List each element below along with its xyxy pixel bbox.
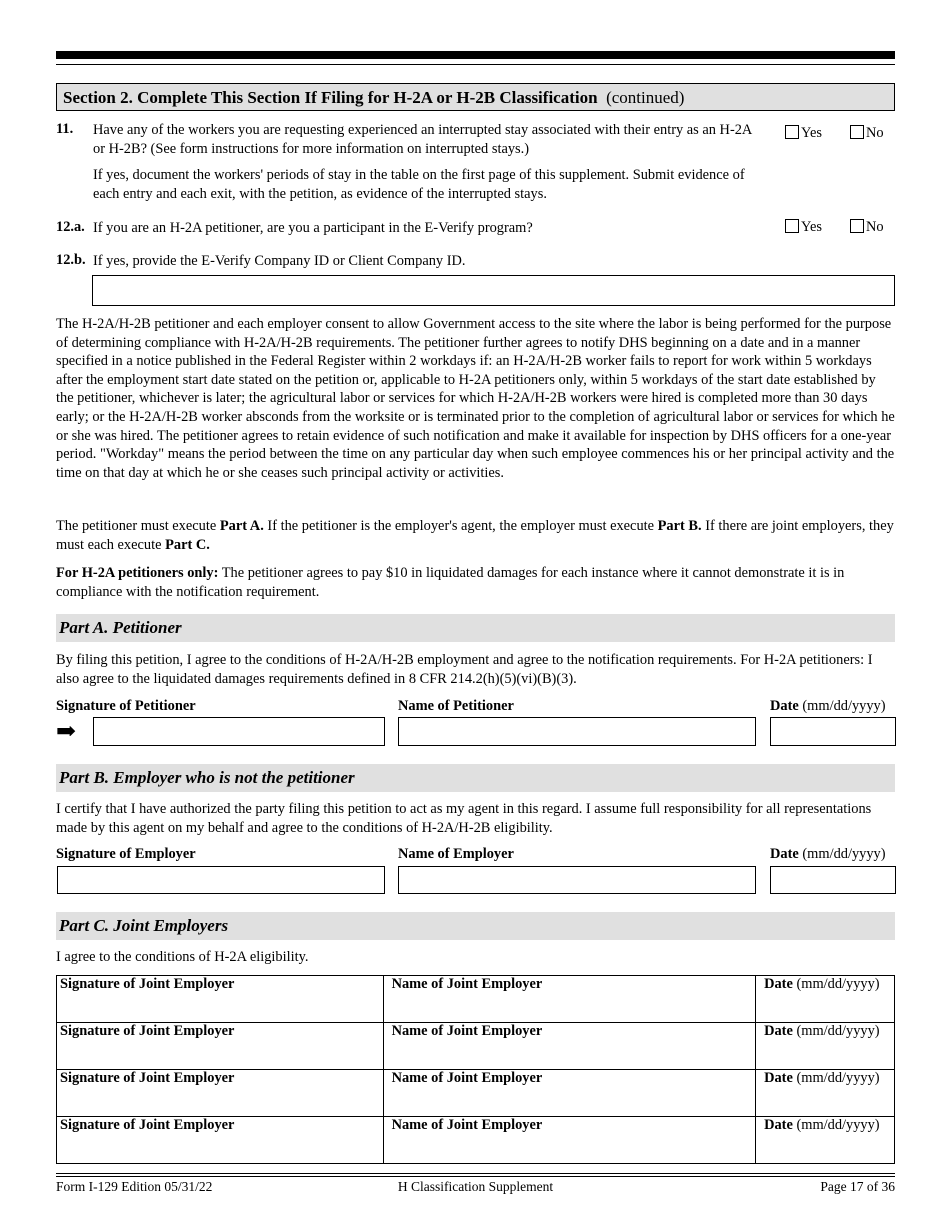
joint-employer-signature-cell[interactable] (57, 1070, 384, 1117)
part-c-text: I agree to the conditions of H-2A eligibility. (56, 949, 309, 965)
employer-date-label (770, 846, 886, 863)
joint-employers-table (56, 975, 895, 1164)
petitioner-date-label (770, 698, 886, 715)
employer-name-input[interactable] (398, 866, 756, 894)
joint-employer-date-cell[interactable] (756, 976, 895, 1023)
q11-yes-option[interactable] (785, 125, 822, 142)
table-row (57, 1070, 895, 1117)
joint-date-label: Date (764, 976, 793, 992)
arrow-right-icon: ➡ (56, 719, 77, 745)
petitioner-date-word: Date (770, 698, 799, 714)
top-rule-thin (56, 64, 895, 65)
execute-text-2: If the petitioner is the employer's agent, the employer must execute (263, 518, 658, 534)
q12a-no-label: No (866, 219, 884, 235)
execute-part-c: Part C. (165, 536, 210, 553)
q11-no-checkbox[interactable] (850, 125, 864, 139)
petitioner-signature-label: Signature of Petitioner (56, 698, 196, 714)
joint-date-label: Date (764, 1117, 793, 1133)
joint-employer-date-cell[interactable] (756, 1070, 895, 1117)
h2a-bold: For H-2A petitioners only: (56, 565, 219, 581)
joint-employer-name-cell[interactable] (383, 976, 756, 1023)
part-b-header: Part B. Employer who is not the petitioner (56, 764, 895, 792)
execute-text-3: If there are joint employers, they must each execute (56, 518, 894, 553)
execute-text-1: The petitioner must execute (56, 518, 220, 534)
table-row (57, 976, 895, 1023)
top-rule-thick (56, 51, 895, 59)
q12a-yes-label: Yes (801, 219, 822, 235)
joint-name-label: Name of Joint Employer (391, 1023, 543, 1039)
part-b-text: I certify that I have authorized the party filing this petition to act as my agent in this regard. I assume full responsibility for all representations made by this agent on my behalf and agree to the conditions of H-2A/H-2B eligibility. (56, 801, 872, 836)
q12b-number: 12.b. (56, 252, 86, 268)
joint-employer-signature-cell[interactable] (57, 1023, 384, 1070)
employer-date-input[interactable] (770, 866, 896, 894)
execute-part-b: Part B. (657, 518, 702, 534)
q11-no-label: No (866, 125, 884, 141)
joint-signature-label: Signature of Joint Employer (60, 1070, 235, 1086)
joint-employer-date-cell[interactable] (756, 1117, 895, 1164)
q11-followup: If yes, document the workers' periods of stay in the table on the first page of this supplement. Submit evidence of each entry and each exit, with the petition, as evidence of the interrupted stays. (93, 167, 745, 202)
joint-signature-label: Signature of Joint Employer (60, 1117, 235, 1133)
q11-yes-label: Yes (801, 125, 822, 141)
employer-date-word: Date (770, 846, 799, 862)
joint-employer-name-cell[interactable] (383, 1023, 756, 1070)
q12a-yes-checkbox[interactable] (785, 219, 799, 233)
q11-no-option[interactable] (850, 125, 884, 142)
q12a-no-checkbox[interactable] (850, 219, 864, 233)
everify-id-input[interactable] (92, 275, 895, 306)
joint-date-format: (mm/dd/yyyy) (796, 1070, 880, 1086)
section-header (56, 83, 895, 111)
footer-title: H Classification Supplement (397, 1179, 554, 1194)
joint-name-label: Name of Joint Employer (391, 1070, 543, 1086)
joint-employer-signature-cell[interactable] (57, 1117, 384, 1164)
joint-date-format: (mm/dd/yyyy) (796, 1117, 880, 1133)
part-a-header: Part A. Petitioner (56, 614, 895, 642)
joint-signature-label: Signature of Joint Employer (60, 1023, 235, 1039)
joint-date-label: Date (764, 1070, 793, 1086)
part-a-text: By filing this petition, I agree to the conditions of H-2A/H-2B employment and agree to the notification requirements. For H-2A petitioners: I also agree to the liquidated damages requirements defined in 8 CFR 214.2(h)(5)(vi)(B)(3). (56, 652, 873, 687)
joint-employer-name-cell[interactable] (383, 1070, 756, 1117)
footer-form-edition: Form I-129 Edition 05/31/22 (56, 1179, 213, 1194)
petitioner-date-format: (mm/dd/yyyy) (802, 698, 886, 714)
section-title: Section 2. Complete This Section If Filing for H-2A or H-2B Classification (63, 88, 598, 107)
execute-part-a: Part A. (219, 518, 264, 534)
q12a-number: 12.a. (56, 219, 85, 235)
table-row (57, 1023, 895, 1070)
petitioner-signature-field[interactable] (93, 717, 385, 746)
joint-date-format: (mm/dd/yyyy) (796, 976, 880, 992)
footer-rule-2 (56, 1176, 895, 1177)
q12a-yes-option[interactable] (785, 219, 822, 236)
joint-employer-name-cell[interactable] (383, 1117, 756, 1164)
employer-signature-field[interactable] (57, 866, 385, 894)
form-page (56, 0, 895, 1230)
joint-signature-label: Signature of Joint Employer (60, 976, 235, 992)
petitioner-date-input[interactable] (770, 717, 896, 746)
employer-name-label: Name of Employer (398, 846, 514, 862)
q12b-text: If yes, provide the E-Verify Company ID or Client Company ID. (93, 253, 466, 269)
petitioner-name-label: Name of Petitioner (398, 698, 514, 714)
joint-employer-date-cell[interactable] (756, 1023, 895, 1070)
joint-name-label: Name of Joint Employer (391, 976, 543, 992)
part-c-header: Part C. Joint Employers (56, 912, 895, 940)
table-row (57, 1117, 895, 1164)
q11-yes-checkbox[interactable] (785, 125, 799, 139)
joint-name-label: Name of Joint Employer (391, 1117, 543, 1133)
employer-date-format: (mm/dd/yyyy) (802, 846, 886, 862)
h2a-paragraph (56, 564, 895, 601)
q12a-text: If you are an H-2A petitioner, are you a participant in the E-Verify program? (93, 220, 533, 236)
consent-paragraph: The H-2A/H-2B petitioner and each employer consent to allow Government access to the site where the labor is being performed for the purpose of determining compliance with H-2A/H-2B requirements. The petitioner further agrees to notify DHS beginning on a date and in a manner specified in a notice published in the Federal Register within 2 workdays if: an H-2A/H-2B worker fails to report for work within 5 workdays after the employment start date stated on the petition or, applicable to H-2A petitioners only, within 5 workdays of the start date established by the petitioner, whichever is later; the agricultural labor or services for which H-2A/H-2B workers were hired is completed more than 30 days early; or the H-2A/H-2B worker absconds from the worksite or is terminated prior to the completion of agricultural labor or services for which he or she was hired. The petitioner agrees to retain evidence of such notification and make it available for inspection by DHS officers for a one-year period. "Workday" means the period between the time on any particular day when such employee commences his or her principal activity and the time on that day at which he or she ceases such principal activity or activities. (56, 316, 895, 481)
q11-text: Have any of the workers you are requesting experienced an interrupted stay associated with their entry as an H-2A or H-2B? (See form instructions for more information on interrupted stays.) (93, 122, 752, 157)
q11-number: 11. (56, 121, 74, 137)
execute-paragraph (56, 517, 895, 554)
joint-date-format: (mm/dd/yyyy) (796, 1023, 880, 1039)
footer-rule (56, 1173, 895, 1174)
joint-employer-signature-cell[interactable] (57, 976, 384, 1023)
employer-signature-label: Signature of Employer (56, 846, 196, 862)
section-continued: (continued) (606, 88, 685, 107)
q12a-no-option[interactable] (850, 219, 884, 236)
petitioner-name-input[interactable] (398, 717, 756, 746)
h2a-text: The petitioner agrees to pay $10 in liquidated damages for each instance where it cannot demonstrate it is in compliance with the notification requirement. (56, 565, 845, 600)
footer-page-number: Page 17 of 36 (820, 1179, 895, 1194)
joint-date-label: Date (764, 1023, 793, 1039)
